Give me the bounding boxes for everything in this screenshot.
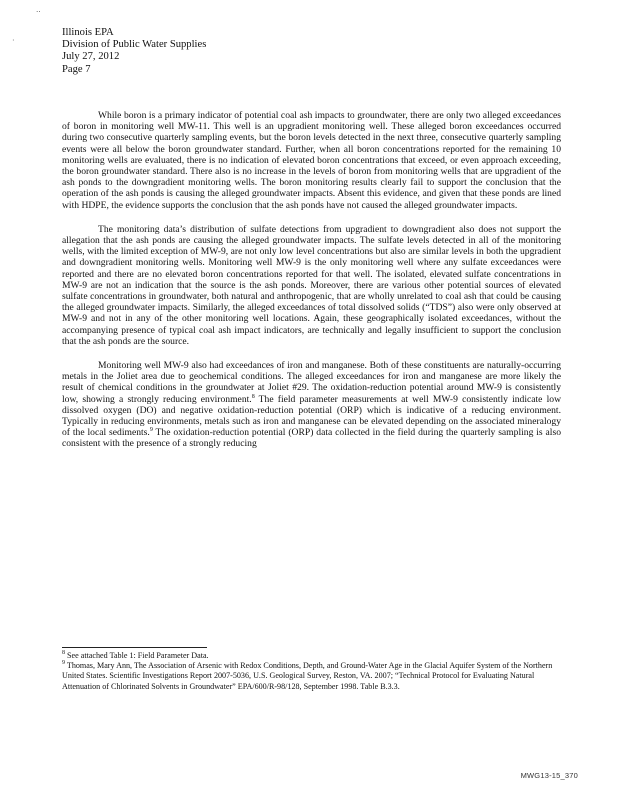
paragraph-text: The oxidation-reduction potential (ORP) data collected in the field during the quarterly sampling is also consistent with the presence of a strongly reducing	[62, 427, 562, 450]
footnote-number: 8	[62, 650, 65, 656]
footnote	[62, 661, 561, 692]
letter-header	[62, 27, 362, 76]
footnote-text: See attached Table 1: Field Parameter Data.	[65, 651, 209, 660]
header-page-number: Page 7	[62, 63, 91, 75]
paragraph-text: Monitoring well MW-9 also had exceedances of iron and manganese. Both of these constituents are naturally-occurring metals in the Joliet area due to geochemical conditions. The alleged exceedances for iron and manganese are more likely the result of chemical conditions in the groundwater at Joliet #29. The oxidation-reduction potential around MW-9 is consistently low, showing a strongly reducing environment.	[62, 360, 561, 405]
scan-corner-mark: ‥	[36, 6, 42, 14]
paragraph-text: The field parameter measurements at well MW-9 consistently indicate low dissolved oxygen (DO) and negative oxidation-reduction potential (ORP) which is indicative of a reducing environment. Typically in reducing environments, metals such as iron and manganese can be elevated depending on the associated mineralogy of the local sediments.	[62, 393, 561, 439]
footnote-number: 9	[62, 660, 65, 667]
header-agency: Illinois EPA	[62, 27, 114, 38]
footnotes	[62, 651, 561, 692]
paragraph-iron-manganese	[62, 360, 561, 450]
bates-number: MWG13-15_370	[520, 771, 578, 780]
footnote-text: Thomas, Mary Ann, The Association of Arsenic with Redox Conditions, Depth, and Ground-Water Age in the Glacial Aquifer System of the Northern United States. Scientific Investigations Report 2007-5036, U.S. Geological Survey, Reston, VA. 2007; “Technical Protocol for Evaluating Natural Attenuation of Chlorinated Solvents in Groundwater” EPA/600/R-98/128, September 1998. Table B.3.3.	[62, 661, 553, 691]
footnote-ref: 9	[149, 427, 153, 434]
header-date: July 27, 2012	[62, 51, 120, 63]
footnote-ref: 8	[251, 393, 255, 400]
body-text	[62, 110, 561, 463]
paragraph-sulfate: The monitoring data’s distribution of sulfate detections from upgradient to downgradient also does not support the allegation that the ash ponds are causing the alleged groundwater impacts. The sulfate levels detected in all of the monitoring wells, with the limited exception of MW-9, are not only low level concentrations but also are similar levels in both the upgradient and downgradient monitoring wells. Monitoring well MW-9 is the only monitoring well where any sulfate exceedances were reported and there are no elevated boron concentrations reported for that well. The isolated, elevated sulfate concentrations in MW-9 are not an indication that the source is the ash ponds. Moreover, there are various other potential sources of elevated sulfate concentrations in groundwater, both natural and anthropogenic, that are wholly unrelated to coal ash that could be causing the alleged groundwater impacts. Similarly, the alleged exceedances of total dissolved solids (“TDS”) also were only observed at MW-9 and not in any of the other monitoring well locations. Again, these geographically isolated exceedances, without the accompanying presence of typical coal ash impact indicators, are technically and legally insufficient to support the conclusion that the ash ponds are the source.	[62, 223, 561, 347]
footnote	[62, 651, 561, 661]
header-division: Division of Public Water Supplies	[62, 39, 207, 51]
paragraph-boron: While boron is a primary indicator of potential coal ash impacts to groundwater, there are only two alleged exceedances of boron in monitoring well MW-11. This well is an upgradient monitoring well. These alleged boron exceedances occurred during two consecutive quarterly sampling events, but the boron levels detected in the next three, consecutive quarterly sampling events were all below the boron groundwater standard. Further, when all boron concentrations reported for the remaining 10 monitoring wells are evaluated, there is no indication of elevated boron concentrations that exceed, or even approach exceeding, the boron groundwater standard. There also is no increase in the levels of boron from monitoring wells that are upgradient of the ash ponds to the downgradient monitoring wells. The boron monitoring results clearly fail to support the conclusion that the operation of the ash ponds is causing the alleged groundwater impacts. Absent this evidence, and given that these ponds are lined with HDPE, the evidence supports the conclusion that the ash ponds have not caused the alleged groundwater impacts.	[62, 110, 561, 211]
scan-speck: ·	[12, 36, 15, 45]
footnote-divider	[62, 647, 207, 648]
